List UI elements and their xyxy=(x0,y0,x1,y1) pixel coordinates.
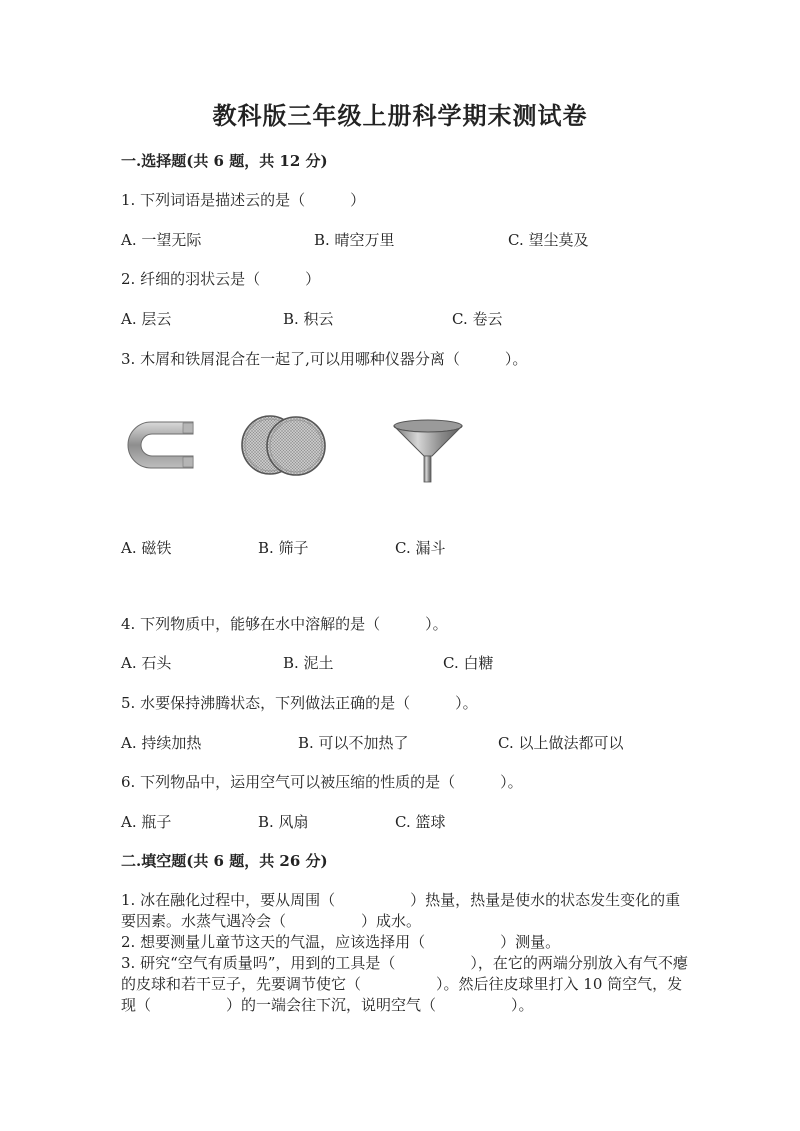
funnel-image xyxy=(392,418,464,490)
q2-option-c: C. 卷云 xyxy=(452,310,503,328)
section-heading-choice: 一.选择题(共 6 题，共 12 分) xyxy=(121,152,328,170)
section-heading-fill: 二.填空题(共 6 题，共 26 分) xyxy=(121,852,328,870)
q2-option-a: A. 层云 xyxy=(121,310,172,328)
q6-option-a: A. 瓶子 xyxy=(121,813,172,831)
question-2: 2. 纤细的羽状云是（ ） xyxy=(121,270,321,288)
question-5: 5. 水要保持沸腾状态，下列做法正确的是（ ）。 xyxy=(121,694,478,712)
sieve-image xyxy=(240,413,328,477)
q3-option-c: C. 漏斗 xyxy=(395,539,446,557)
q4-option-c: C. 白糖 xyxy=(443,654,494,672)
fill-question-3: 3. 研究“空气有质量吗”，用到的工具是（ ），在它的两端分别放入有气不瘪的皮球和若干豆子，先要调节使它（ ）。然后往皮球里打入 10 筒空气，发现（ ）的一端会往下沉，说明空气（ ）。 xyxy=(121,954,688,1014)
question-3: 3. 木屑和铁屑混合在一起了,可以用哪种仪器分离（ ）。 xyxy=(121,350,528,368)
page-title: 教科版三年级上册科学期末测试卷 xyxy=(212,101,588,130)
q5-option-c: C. 以上做法都可以 xyxy=(498,734,624,752)
q5-option-a: A. 持续加热 xyxy=(121,734,202,752)
q1-option-c: C. 望尘莫及 xyxy=(508,231,589,249)
q4-option-b: B. 泥土 xyxy=(283,654,334,672)
question-6: 6. 下列物品中，运用空气可以被压缩的性质的是（ ）。 xyxy=(121,773,523,791)
fill-question-2: 2. 想要测量儿童节这天的气温，应该选择用（ ）测量。 xyxy=(121,933,561,951)
q5-option-b: B. 可以不加热了 xyxy=(298,734,409,752)
q6-option-b: B. 风扇 xyxy=(258,813,309,831)
question-4: 4. 下列物质中，能够在水中溶解的是（ ）。 xyxy=(121,615,448,633)
q6-option-c: C. 篮球 xyxy=(395,813,446,831)
magnet-image xyxy=(125,418,197,472)
q1-option-b: B. 晴空万里 xyxy=(314,231,395,249)
question-1: 1. 下列词语是描述云的是（ ） xyxy=(121,191,366,209)
q2-option-b: B. 积云 xyxy=(283,310,334,328)
q4-option-a: A. 石头 xyxy=(121,654,172,672)
q3-option-b: B. 筛子 xyxy=(258,539,309,557)
q3-option-a: A. 磁铁 xyxy=(121,539,172,557)
fill-question-1: 1. 冰在融化过程中，要从周围（ ）热量，热量是使水的状态发生变化的重要因素。水蒸气遇冷会（ ）成水。 xyxy=(121,891,681,930)
q1-option-a: A. 一望无际 xyxy=(121,231,202,249)
